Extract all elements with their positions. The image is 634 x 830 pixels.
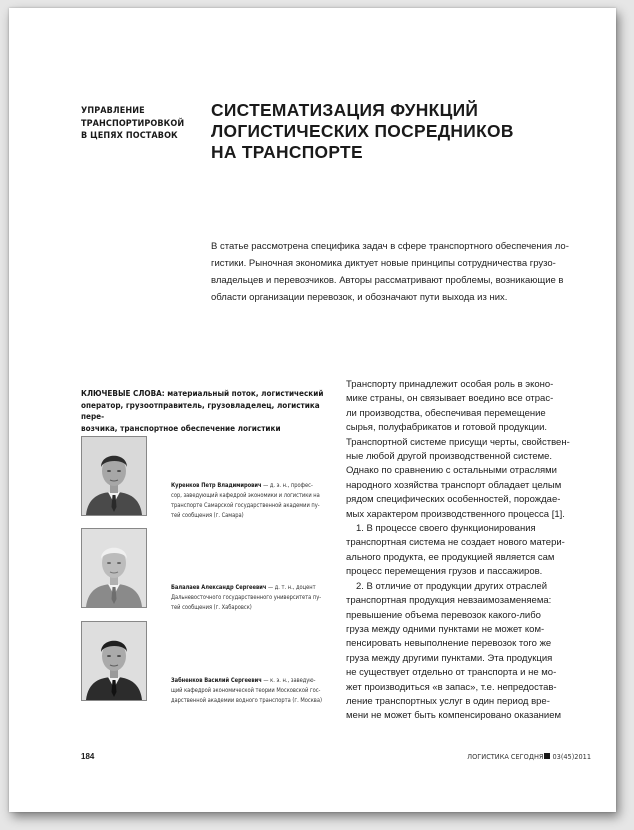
page-number: 184: [81, 752, 95, 761]
bio-text: — д. т. н., доцент: [266, 585, 316, 591]
body-line: транспортная система не создает нового матери-: [346, 537, 565, 549]
body-line: мике страны, он связывает воедино все отрас-: [346, 393, 554, 405]
section-line: В ЦЕПЯХ ПОСТАВОК: [81, 131, 178, 141]
body-line: Транспорту принадлежит особая роль в эконо-: [346, 379, 554, 390]
author-bio: [171, 584, 337, 614]
abstract-line: В статье рассмотрена специфика задач в сфере транспортного обеспечения ло-: [211, 241, 569, 252]
body-line: превышение объема перевозок какого-либо: [346, 609, 541, 621]
article-title: [211, 100, 591, 163]
body-line: пенсировать невыполнение перевозок того же: [346, 638, 552, 650]
author-name: Балалаев Александр Сергеевич: [171, 585, 267, 591]
body-line: Транспортной системе присущи черты, свойствен-: [346, 436, 570, 448]
author-photo: [81, 528, 147, 608]
body-line: сырья, полуфабрикатов и готовой продукции.: [346, 422, 548, 434]
body-line: мени не может быть компенсировано оказанием: [346, 710, 562, 722]
bio-text: — к. э. н., заведую-: [261, 678, 316, 684]
bio-text: — д. э. н., профес-: [261, 483, 313, 489]
body-line: рядом специфических особенностей, порождае-: [346, 494, 561, 506]
author-name: Забненков Василий Сергеевич: [171, 678, 262, 684]
title-line: НА ТРАНСПОРТЕ: [211, 142, 363, 162]
author-photo: [81, 436, 147, 516]
body-line: груза между одними пунктами не может ком-: [346, 623, 545, 635]
author-portrait-image: [82, 437, 146, 515]
abstract-line: области организации перевозок, и обозначают пути выхода из них.: [211, 292, 508, 303]
body-paragraph: [346, 378, 594, 522]
bio-text: тей сообщения (г. Хабаровск): [171, 604, 252, 611]
body-line: жет производиться «в запас», т.е. непредостав-: [346, 681, 557, 693]
abstract-line: гистики. Рыночная экономика диктует новые принципы сотрудничества грузо-: [211, 258, 556, 269]
bio-text: сор, заведующий кафедрой экономики и логистики на: [171, 492, 320, 499]
author-portrait-image: [82, 529, 146, 607]
author-photo: [81, 621, 147, 701]
journal-name: ЛОГИСТИКА СЕГОДНЯ: [467, 752, 544, 761]
body-line: транспортная продукция невзаимозаменяема:: [346, 595, 552, 607]
bio-text: дарственной академии водного транспорта (г. Москва): [171, 697, 322, 704]
body-line: Однако по сравнению с остальными отраслями: [346, 465, 557, 477]
body-line: ление транспортных услуг в один период вре-: [346, 695, 550, 707]
title-line: СИСТЕМАТИЗАЦИЯ ФУНКЦИЙ: [211, 100, 479, 120]
body-line: народного хозяйства транспорт обладает целым: [346, 479, 562, 491]
keywords-block: [81, 388, 337, 434]
body-line: мых характером производственного процесса [1].: [346, 508, 565, 520]
section-line: ТРАНСПОРТИРОВКОЙ: [81, 118, 185, 129]
author-bio: [171, 677, 337, 707]
square-bullet-icon: [544, 753, 550, 759]
author-bio: [171, 482, 337, 522]
body-line: ли производства, обеспечивая перемещение: [346, 407, 546, 419]
title-line: ЛОГИСТИЧЕСКИХ ПОСРЕДНИКОВ: [211, 121, 514, 141]
author-portrait-image: [82, 622, 146, 700]
body-paragraph: [346, 580, 594, 724]
body-paragraph: [346, 522, 594, 580]
abstract-line: владельцев и перевозчиков. Авторы рассматривают проблемы, возникающие в: [211, 275, 564, 286]
bio-text: щий кафедрой экономической теории Московской гос-: [171, 687, 321, 694]
body-line: процесс перемещения грузов и пассажиров.: [346, 566, 543, 578]
article-abstract: [211, 238, 591, 306]
section-line: УПРАВЛЕНИЕ: [81, 106, 145, 116]
bio-text: транспорте Самарской государственной академии пу-: [171, 502, 320, 509]
body-line: ные любой другой производственной системе.: [346, 451, 553, 463]
body-line: ального продукта, ее продукцией является сам: [346, 551, 555, 563]
bio-text: тей сообщения (г. Самара): [171, 512, 244, 519]
body-line: не существует отдельно от транспорта и не мо-: [346, 667, 557, 679]
journal-issue: 03(45)2011: [552, 752, 591, 761]
bio-text: Дальневосточного государственного университета пу-: [171, 594, 322, 601]
article-body: [346, 378, 594, 724]
keywords-line: оператор, грузоотправитель, грузовладелец, логистика пере-: [81, 399, 320, 422]
journal-footer: [467, 752, 591, 761]
body-line: 2. В отличие от продукции других отраслей: [356, 580, 548, 592]
section-label: [81, 105, 201, 143]
journal-page: [9, 8, 616, 812]
keywords-line: возчика, транспортное обеспечение логистики: [81, 422, 281, 433]
body-line: груза между другими пунктами. Эта продукция: [346, 652, 553, 664]
body-line: 1. В процессе своего функционирования: [356, 523, 536, 535]
keywords-line: КЛЮЧЕВЫЕ СЛОВА: материальный поток, логистический: [81, 388, 324, 398]
author-name: Куренков Петр Владимирович: [171, 483, 262, 489]
